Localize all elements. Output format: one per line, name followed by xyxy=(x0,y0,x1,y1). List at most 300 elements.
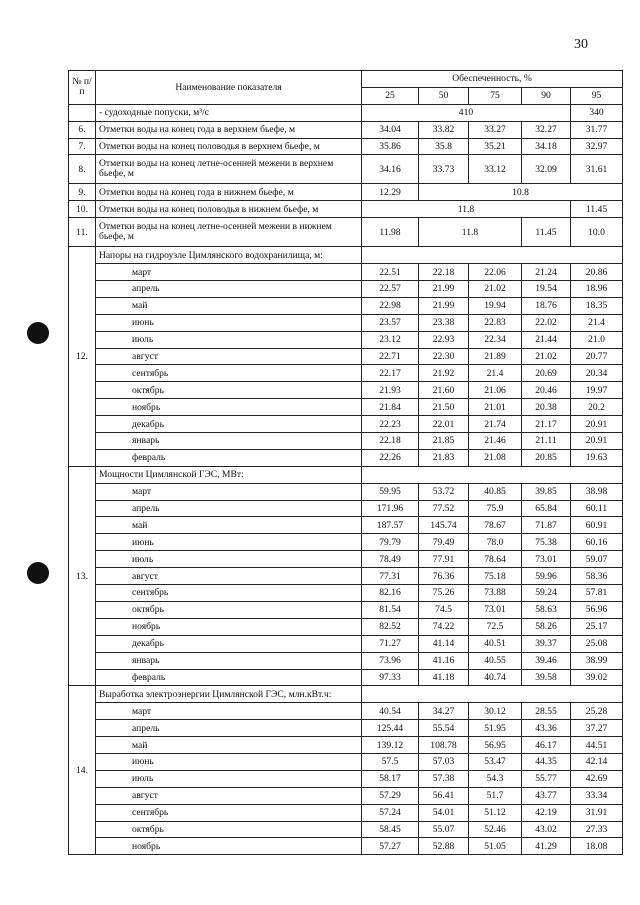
value-cell: 39.02 xyxy=(571,669,623,686)
month-label: июль xyxy=(96,770,362,787)
value-cell: 57.5 xyxy=(362,753,419,770)
value-cell: 75.26 xyxy=(419,585,469,602)
value-cell: 21.0 xyxy=(571,331,623,348)
value-cell: 78.64 xyxy=(469,551,522,568)
month-label: октябрь xyxy=(96,821,362,838)
value-cell: 22.06 xyxy=(469,264,522,281)
value-cell: 54.01 xyxy=(419,804,469,821)
header-pct: 95 xyxy=(571,87,623,104)
value-cell: 19.94 xyxy=(469,297,522,314)
value-cell: 22.18 xyxy=(419,264,469,281)
month-label: май xyxy=(96,297,362,314)
value-cell: 21.60 xyxy=(419,382,469,399)
value-cell: 19.97 xyxy=(571,382,623,399)
value-cell: 20.91 xyxy=(571,416,623,433)
section-title: Напоры на гидроузле Цимлянского водохранилища, м: xyxy=(96,247,362,264)
value-cell: 53.47 xyxy=(469,753,522,770)
value-cell: 44.35 xyxy=(522,753,571,770)
value-cell: 33.27 xyxy=(469,121,522,138)
value-cell: 21.02 xyxy=(522,348,571,365)
section-number: 13. xyxy=(69,466,96,686)
value-cell: 21.17 xyxy=(522,416,571,433)
value-cell: 340 xyxy=(571,104,623,121)
value-cell: 22.18 xyxy=(362,433,419,450)
month-label: октябрь xyxy=(96,601,362,618)
value-cell: 58.26 xyxy=(522,618,571,635)
value-cell: 76.36 xyxy=(419,568,469,585)
value-cell: 65.84 xyxy=(522,500,571,517)
value-cell: 40.55 xyxy=(469,652,522,669)
value-cell: 31.91 xyxy=(571,804,623,821)
table-row xyxy=(69,382,623,399)
table-row xyxy=(69,416,623,433)
table-row xyxy=(69,365,623,382)
value-cell: 20.34 xyxy=(571,365,623,382)
month-label: декабрь xyxy=(96,416,362,433)
value-cell: 28.55 xyxy=(522,703,571,720)
header-pct: 50 xyxy=(419,87,469,104)
value-cell: 23.57 xyxy=(362,314,419,331)
value-cell: 39.85 xyxy=(522,483,571,500)
value-cell: 18.08 xyxy=(571,838,623,855)
month-label: январь xyxy=(96,433,362,450)
value-cell: 11.45 xyxy=(522,218,571,247)
table-row xyxy=(69,104,623,121)
value-cell: 54.3 xyxy=(469,770,522,787)
table-row xyxy=(69,218,623,247)
month-label: июнь xyxy=(96,534,362,551)
value-cell: 57.81 xyxy=(571,585,623,602)
value-cell: 53.72 xyxy=(419,483,469,500)
table-row xyxy=(69,770,623,787)
value-cell: 42.69 xyxy=(571,770,623,787)
table-row xyxy=(69,821,623,838)
value-cell: 31.61 xyxy=(571,155,623,184)
value-cell: 21.06 xyxy=(469,382,522,399)
value-cell: 75.9 xyxy=(469,500,522,517)
row-label: Отметки воды на конец летне-осенней межени в нижнем бьефе, м xyxy=(96,218,362,247)
month-label: июль xyxy=(96,331,362,348)
value-cell: 21.4 xyxy=(469,365,522,382)
value-cell: 10.0 xyxy=(571,218,623,247)
table-row xyxy=(69,201,623,218)
table-row xyxy=(69,500,623,517)
section-title: Мощности Цимлянской ГЭС, МВт: xyxy=(96,466,362,483)
value-cell: 55.77 xyxy=(522,770,571,787)
value-cell: 21.4 xyxy=(571,314,623,331)
value-cell: 22.83 xyxy=(469,314,522,331)
month-label: февраль xyxy=(96,669,362,686)
value-cell: 21.46 xyxy=(469,433,522,450)
table-row xyxy=(69,601,623,618)
month-label: сентябрь xyxy=(96,365,362,382)
value-cell: 32.97 xyxy=(571,138,623,155)
month-label: июль xyxy=(96,551,362,568)
value-cell: 57.27 xyxy=(362,838,419,855)
row-label: Отметки воды на конец половодья в нижнем бьефе, м xyxy=(96,201,362,218)
value-cell: 33.82 xyxy=(419,121,469,138)
value-cell: 22.26 xyxy=(362,449,419,466)
value-cell: 25.17 xyxy=(571,618,623,635)
value-cell: 42.19 xyxy=(522,804,571,821)
value-cell: 73.96 xyxy=(362,652,419,669)
month-label: ноябрь xyxy=(96,618,362,635)
header-num: № п/п xyxy=(69,71,96,105)
row-label: Отметки воды на конец года в нижнем бьефе, м xyxy=(96,184,362,201)
value-cell: 20.77 xyxy=(571,348,623,365)
month-label: ноябрь xyxy=(96,399,362,416)
table-row xyxy=(69,568,623,585)
value-cell: 21.74 xyxy=(469,416,522,433)
value-cell: 11.45 xyxy=(571,201,623,218)
value-cell: 44.51 xyxy=(571,737,623,754)
table-row xyxy=(69,652,623,669)
value-cell: 41.14 xyxy=(419,635,469,652)
value-cell: 51.12 xyxy=(469,804,522,821)
value-cell: 22.34 xyxy=(469,331,522,348)
value-cell: 187.57 xyxy=(362,517,419,534)
table-row xyxy=(69,281,623,298)
table-row xyxy=(69,669,623,686)
value-cell: 75.38 xyxy=(522,534,571,551)
value-cell: 21.99 xyxy=(419,281,469,298)
value-cell: 57.29 xyxy=(362,787,419,804)
value-cell: 19.54 xyxy=(522,281,571,298)
value-cell: 51.95 xyxy=(469,720,522,737)
value-cell: 39.46 xyxy=(522,652,571,669)
value-cell: 55.54 xyxy=(419,720,469,737)
row-number: 6. xyxy=(69,121,96,138)
value-cell: 74.22 xyxy=(419,618,469,635)
value-cell: 72.5 xyxy=(469,618,522,635)
table-row xyxy=(69,483,623,500)
month-label: май xyxy=(96,517,362,534)
value-cell: 40.85 xyxy=(469,483,522,500)
table-row xyxy=(69,399,623,416)
value-cell: 22.98 xyxy=(362,297,419,314)
row-number: 10. xyxy=(69,201,96,218)
punch-hole-top xyxy=(27,322,49,344)
month-label: декабрь xyxy=(96,635,362,652)
merged-value-cell: 410 xyxy=(362,104,571,121)
value-cell: 79.49 xyxy=(419,534,469,551)
value-cell: 27.33 xyxy=(571,821,623,838)
section-number: 12. xyxy=(69,247,96,467)
merged-value-cell: 10.8 xyxy=(419,184,623,201)
value-cell: 40.54 xyxy=(362,703,419,720)
value-cell: 43.02 xyxy=(522,821,571,838)
value-cell: 21.93 xyxy=(362,382,419,399)
value-cell: 40.51 xyxy=(469,635,522,652)
month-label: октябрь xyxy=(96,382,362,399)
empty-cell xyxy=(362,686,623,703)
value-cell: 20.85 xyxy=(522,449,571,466)
table-row xyxy=(69,737,623,754)
row-label: Отметки воды на конец половодья в верхнем бьефе, м xyxy=(96,138,362,155)
row-label: Отметки воды на конец года в верхнем бьефе, м xyxy=(96,121,362,138)
value-cell: 22.30 xyxy=(419,348,469,365)
table-row xyxy=(69,297,623,314)
value-cell: 22.01 xyxy=(419,416,469,433)
table-row xyxy=(69,348,623,365)
value-cell: 59.24 xyxy=(522,585,571,602)
month-label: август xyxy=(96,787,362,804)
page-number: 30 xyxy=(574,37,588,52)
value-cell: 38.98 xyxy=(571,483,623,500)
value-cell: 51.7 xyxy=(469,787,522,804)
value-cell: 38.99 xyxy=(571,652,623,669)
value-cell: 33.12 xyxy=(469,155,522,184)
header-name: Наименование показателя xyxy=(96,71,362,105)
value-cell: 37.27 xyxy=(571,720,623,737)
table-row xyxy=(69,314,623,331)
value-cell: 25.08 xyxy=(571,635,623,652)
value-cell: 35.8 xyxy=(419,138,469,155)
month-label: январь xyxy=(96,652,362,669)
value-cell: 31.77 xyxy=(571,121,623,138)
value-cell: 43.36 xyxy=(522,720,571,737)
value-cell: 145.74 xyxy=(419,517,469,534)
value-cell: 35.86 xyxy=(362,138,419,155)
value-cell: 59.07 xyxy=(571,551,623,568)
header-group: Обеспеченность, % xyxy=(362,71,623,88)
value-cell: 40.74 xyxy=(469,669,522,686)
table-row xyxy=(69,703,623,720)
value-cell: 82.16 xyxy=(362,585,419,602)
empty-cell xyxy=(362,466,623,483)
value-cell: 73.88 xyxy=(469,585,522,602)
punch-hole-bottom xyxy=(27,562,49,584)
value-cell: 20.2 xyxy=(571,399,623,416)
value-cell: 18.76 xyxy=(522,297,571,314)
value-cell: 41.16 xyxy=(419,652,469,669)
value-cell: 33.34 xyxy=(571,787,623,804)
row-label: - судоходные попуски, м³/с xyxy=(96,104,362,121)
value-cell: 20.69 xyxy=(522,365,571,382)
value-cell: 55.07 xyxy=(419,821,469,838)
value-cell: 34.16 xyxy=(362,155,419,184)
value-cell: 21.01 xyxy=(469,399,522,416)
table-row xyxy=(69,264,623,281)
month-label: март xyxy=(96,703,362,720)
value-cell: 22.23 xyxy=(362,416,419,433)
value-cell: 43.77 xyxy=(522,787,571,804)
table-row xyxy=(69,720,623,737)
value-cell: 59.96 xyxy=(522,568,571,585)
value-cell: 21.11 xyxy=(522,433,571,450)
value-cell: 22.57 xyxy=(362,281,419,298)
month-label: март xyxy=(96,483,362,500)
value-cell: 21.50 xyxy=(419,399,469,416)
value-cell: 21.83 xyxy=(419,449,469,466)
value-cell: 79.79 xyxy=(362,534,419,551)
section-number: 14. xyxy=(69,686,96,855)
month-label: апрель xyxy=(96,500,362,517)
value-cell: 21.44 xyxy=(522,331,571,348)
value-cell: 52.46 xyxy=(469,821,522,838)
value-cell: 51.05 xyxy=(469,838,522,855)
value-cell: 171.96 xyxy=(362,500,419,517)
value-cell: 21.99 xyxy=(419,297,469,314)
table-row xyxy=(69,585,623,602)
table-row xyxy=(69,618,623,635)
value-cell: 22.71 xyxy=(362,348,419,365)
value-cell: 60.91 xyxy=(571,517,623,534)
value-cell: 32.09 xyxy=(522,155,571,184)
value-cell: 21.89 xyxy=(469,348,522,365)
month-label: апрель xyxy=(96,720,362,737)
value-cell: 21.85 xyxy=(419,433,469,450)
month-label: сентябрь xyxy=(96,804,362,821)
header-pct: 25 xyxy=(362,87,419,104)
row-number: 7. xyxy=(69,138,96,155)
value-cell: 78.0 xyxy=(469,534,522,551)
value-cell: 30.12 xyxy=(469,703,522,720)
value-cell: 20.46 xyxy=(522,382,571,399)
value-cell: 108.78 xyxy=(419,737,469,754)
value-cell: 59.95 xyxy=(362,483,419,500)
value-cell: 11.98 xyxy=(362,218,419,247)
value-cell: 39.58 xyxy=(522,669,571,686)
section-title: Выработка электроэнергии Цимлянской ГЭС, млн.кВт.ч: xyxy=(96,686,362,703)
section-title-row xyxy=(69,686,623,703)
value-cell: 21.84 xyxy=(362,399,419,416)
header-pct: 75 xyxy=(469,87,522,104)
value-cell: 75.18 xyxy=(469,568,522,585)
table-row xyxy=(69,838,623,855)
value-cell: 39.37 xyxy=(522,635,571,652)
value-cell: 21.92 xyxy=(419,365,469,382)
value-cell: 78.49 xyxy=(362,551,419,568)
value-cell: 97.33 xyxy=(362,669,419,686)
section-title-row xyxy=(69,466,623,483)
value-cell: 41.18 xyxy=(419,669,469,686)
value-cell: 74.5 xyxy=(419,601,469,618)
value-cell: 60.16 xyxy=(571,534,623,551)
merged-value-cell: 11.8 xyxy=(362,201,571,218)
table-row xyxy=(69,184,623,201)
value-cell: 20.91 xyxy=(571,433,623,450)
section-title-row xyxy=(69,247,623,264)
value-cell: 139.12 xyxy=(362,737,419,754)
value-cell: 56.41 xyxy=(419,787,469,804)
month-label: май xyxy=(96,737,362,754)
table-row xyxy=(69,551,623,568)
value-cell: 58.17 xyxy=(362,770,419,787)
value-cell: 34.18 xyxy=(522,138,571,155)
value-cell: 25.28 xyxy=(571,703,623,720)
row-number: 11. xyxy=(69,218,96,247)
value-cell: 73.01 xyxy=(469,601,522,618)
value-cell: 46.17 xyxy=(522,737,571,754)
value-cell: 34.27 xyxy=(419,703,469,720)
row-number: 9. xyxy=(69,184,96,201)
value-cell: 32.27 xyxy=(522,121,571,138)
value-cell: 22.17 xyxy=(362,365,419,382)
value-cell: 81.54 xyxy=(362,601,419,618)
value-cell: 35.21 xyxy=(469,138,522,155)
month-label: август xyxy=(96,348,362,365)
month-label: июнь xyxy=(96,753,362,770)
value-cell: 20.38 xyxy=(522,399,571,416)
month-label: апрель xyxy=(96,281,362,298)
table-row xyxy=(69,121,623,138)
value-cell: 71.27 xyxy=(362,635,419,652)
value-cell: 23.12 xyxy=(362,331,419,348)
table-row xyxy=(69,155,623,184)
value-cell: 78.67 xyxy=(469,517,522,534)
value-cell: 125.44 xyxy=(362,720,419,737)
value-cell: 52.88 xyxy=(419,838,469,855)
row-number: 8. xyxy=(69,155,96,184)
row-label: Отметки воды на конец летне-осенней межени в верхнем бьефе, м xyxy=(96,155,362,184)
value-cell: 71.87 xyxy=(522,517,571,534)
month-label: август xyxy=(96,568,362,585)
value-cell: 22.51 xyxy=(362,264,419,281)
value-cell: 22.02 xyxy=(522,314,571,331)
month-label: март xyxy=(96,264,362,281)
value-cell: 42.14 xyxy=(571,753,623,770)
value-cell: 12.29 xyxy=(362,184,419,201)
month-label: ноябрь xyxy=(96,838,362,855)
value-cell: 19.63 xyxy=(571,449,623,466)
value-cell: 77.91 xyxy=(419,551,469,568)
value-cell: 57.24 xyxy=(362,804,419,821)
data-table xyxy=(68,70,623,855)
value-cell: 41.29 xyxy=(522,838,571,855)
table-row xyxy=(69,534,623,551)
value-cell: 73.01 xyxy=(522,551,571,568)
value-cell: 21.02 xyxy=(469,281,522,298)
table-row xyxy=(69,517,623,534)
table-row xyxy=(69,804,623,821)
value-cell: 23.38 xyxy=(419,314,469,331)
table-row xyxy=(69,635,623,652)
table-row xyxy=(69,753,623,770)
row-number xyxy=(69,104,96,121)
merged-value-cell: 11.8 xyxy=(419,218,522,247)
value-cell: 34.04 xyxy=(362,121,419,138)
value-cell: 22.93 xyxy=(419,331,469,348)
value-cell: 77.31 xyxy=(362,568,419,585)
month-label: июнь xyxy=(96,314,362,331)
value-cell: 57.03 xyxy=(419,753,469,770)
value-cell: 60.11 xyxy=(571,500,623,517)
empty-cell xyxy=(362,247,623,264)
value-cell: 33.73 xyxy=(419,155,469,184)
value-cell: 82.52 xyxy=(362,618,419,635)
table-row xyxy=(69,433,623,450)
value-cell: 58.63 xyxy=(522,601,571,618)
table-row xyxy=(69,138,623,155)
month-label: сентябрь xyxy=(96,585,362,602)
value-cell: 56.96 xyxy=(571,601,623,618)
value-cell: 77.52 xyxy=(419,500,469,517)
value-cell: 56.95 xyxy=(469,737,522,754)
value-cell: 18.35 xyxy=(571,297,623,314)
month-label: февраль xyxy=(96,449,362,466)
value-cell: 20.86 xyxy=(571,264,623,281)
table-row xyxy=(69,449,623,466)
value-cell: 21.08 xyxy=(469,449,522,466)
value-cell: 57.38 xyxy=(419,770,469,787)
table-row xyxy=(69,787,623,804)
value-cell: 18.96 xyxy=(571,281,623,298)
header-pct: 90 xyxy=(522,87,571,104)
value-cell: 58.36 xyxy=(571,568,623,585)
table-row xyxy=(69,331,623,348)
value-cell: 58.45 xyxy=(362,821,419,838)
